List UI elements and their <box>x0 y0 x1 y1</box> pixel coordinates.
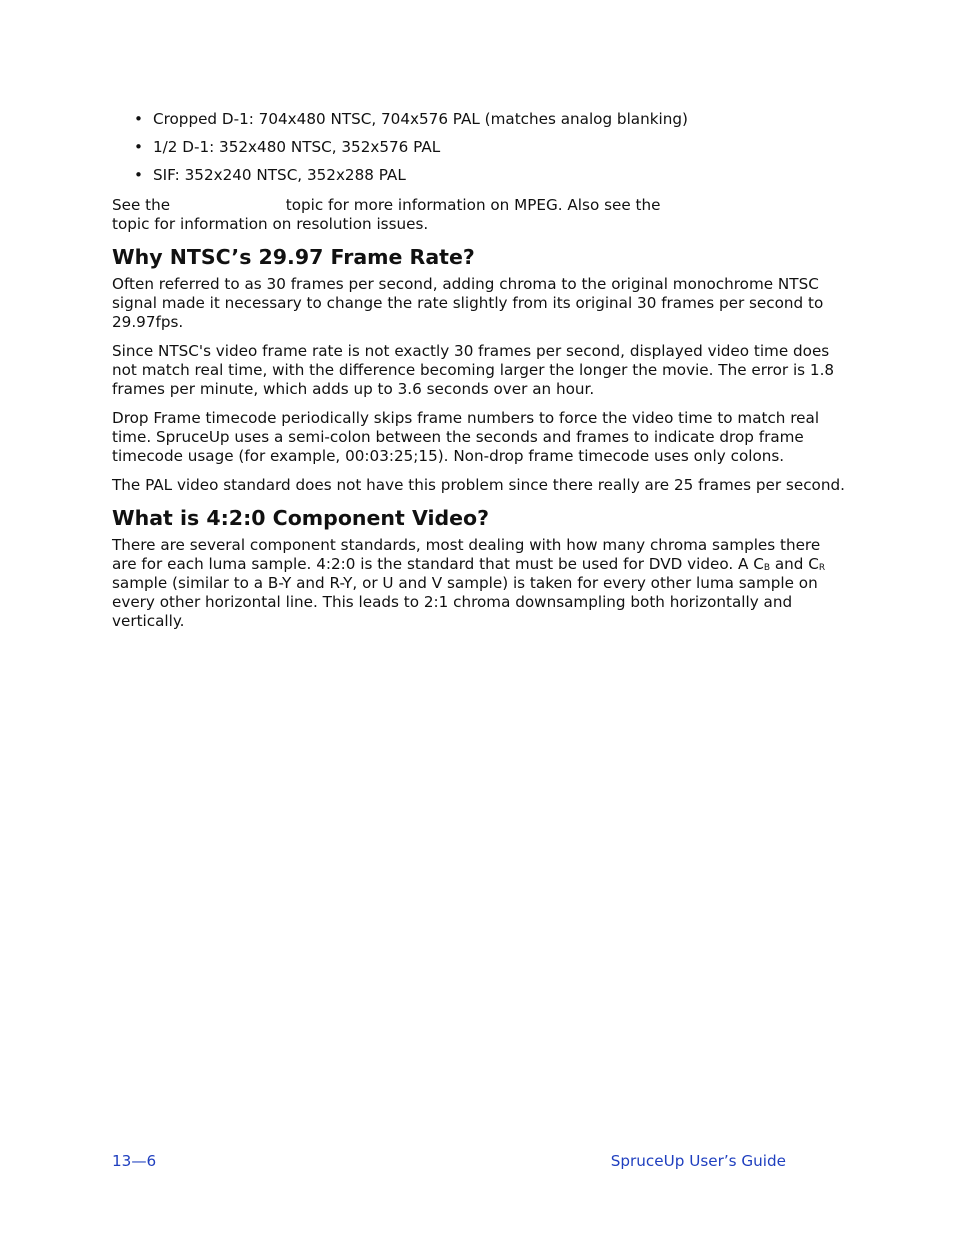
list-item: • Cropped D-1: 704x480 NTSC, 704x576 PAL (matches analog blanking) <box>134 110 688 128</box>
page-number: 13—6 <box>112 1152 157 1170</box>
paragraph: Since NTSC's video frame rate is not exactly 30 frames per second, displayed video time does not match real time, with the difference becoming larger the longer the movie. The error is 1.8 frames per minute, which adds up to 3.6 seconds over an hour. <box>112 342 835 398</box>
list-item: • 1/2 D-1: 352x480 NTSC, 352x576 PAL <box>134 138 441 156</box>
resolution-list <box>112 110 847 185</box>
guide-title: SpruceUp User’s Guide <box>610 1152 786 1170</box>
bullet-icon: • <box>134 166 143 184</box>
see-the-paragraph: See the topic for more information on MPEG. Also see the topic for information on resolution issues. <box>112 196 661 233</box>
bullet-icon: • <box>134 138 143 156</box>
section-heading-frame-rate: Why NTSC’s 29.97 Frame Rate? <box>112 245 475 269</box>
bullet-icon: • <box>134 110 143 128</box>
page-content <box>112 110 847 641</box>
paragraph: The PAL video standard does not have this problem since there really are 25 frames per second. <box>112 476 845 494</box>
section-heading-component-video: What is 4:2:0 Component Video? <box>112 506 490 530</box>
paragraph: Often referred to as 30 frames per second, adding chroma to the original monochrome NTSC signal made it necessary to change the rate slightly from its original 30 frames per second to 29.97fps. <box>112 275 824 331</box>
list-item: • SIF: 352x240 NTSC, 352x288 PAL <box>134 166 406 184</box>
paragraph: Drop Frame timecode periodically skips frame numbers to force the video time to match real time. SpruceUp uses a semi-colon between the seconds and frames to indicate drop frame timecode usage (for example, 00:03:25;15). Non-drop frame timecode uses only colons. <box>112 409 820 465</box>
paragraph: There are several component standards, most dealing with how many chroma samples there are for each luma sample. 4:2:0 is the standard that must be used for DVD video. A $C_B$ and $C_R$ sample (similar to a B-Y and R-Y, or U and V sample) is taken for every other luma sample on every other horizontal line. This leads to 2:1 chroma downsampling both horizontally and vertically. <box>112 536 826 630</box>
